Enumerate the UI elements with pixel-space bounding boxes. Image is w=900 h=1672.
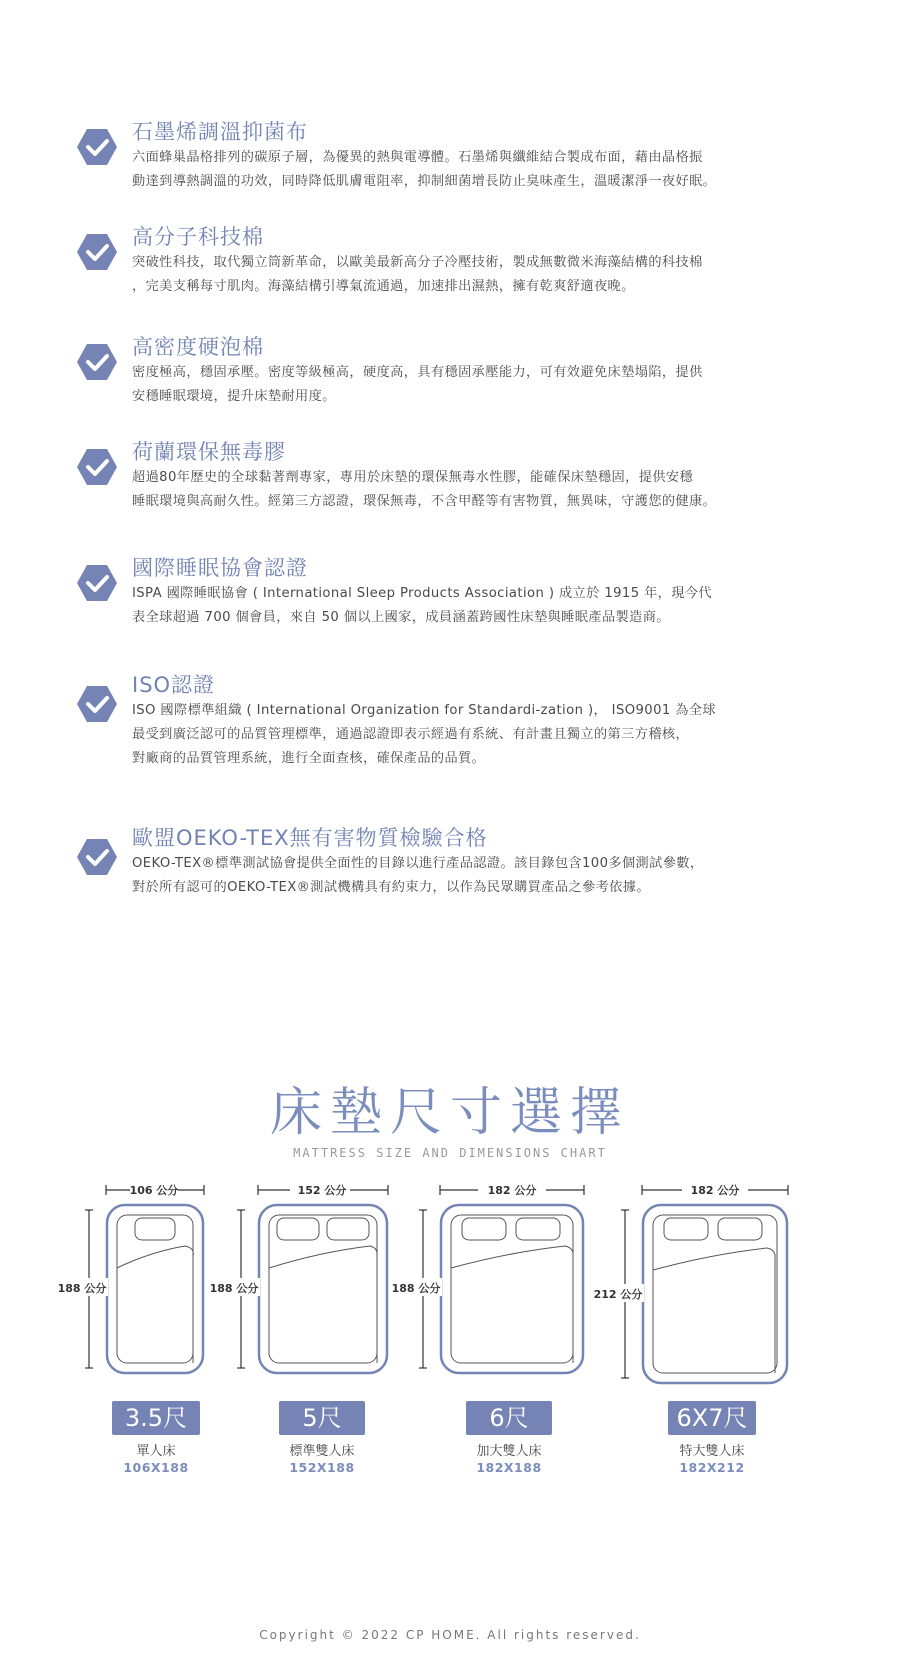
bed-width-label: 106 公分 bbox=[129, 1184, 179, 1197]
bed-length-label: 188 公分 bbox=[209, 1282, 259, 1295]
bed-king bbox=[594, 1183, 788, 1383]
feature-line: ISPA 國際睡眠協會 ( International Sleep Products Association ) 成立於 1915 年，現今代 bbox=[132, 586, 713, 601]
bed-name: 標準雙人床 bbox=[289, 1444, 355, 1459]
feature-line: 六面蜂巢晶格排列的碳原子層，為優異的熱與電導體。石墨烯與纖維結合製成布面，藉由晶格振 bbox=[132, 150, 703, 165]
bed-width-label: 182 公分 bbox=[487, 1184, 537, 1197]
feature-line: 對於所有認可的OEKO-TEX®測試機構具有約束力，以作為民眾購買產品之參考依據。 bbox=[132, 880, 650, 895]
bed-name: 特大雙人床 bbox=[679, 1444, 745, 1459]
feature-description bbox=[132, 146, 842, 194]
check-hexagon-icon bbox=[76, 562, 118, 604]
feature-description bbox=[132, 852, 842, 900]
feature-line: 密度極高，穩固承壓。密度等級極高，硬度高，具有穩固承壓能力，可有效避免床墊塌陷，提供 bbox=[132, 365, 703, 380]
feature-line: 動達到導熱調溫的功效，同時降低肌膚電阻率，抑制細菌增長防止臭味產生，溫暖潔淨一夜好眠。 bbox=[132, 174, 717, 189]
feature-line: 最受到廣泛認可的品質管理標準，通過認證即表示經過有系統、有計畫且獨立的第三方稽核， bbox=[132, 727, 690, 742]
feature-title: 高分子科技棉 bbox=[132, 225, 264, 249]
feature-line: ISO 國際標準組織 ( International Organization for Standardi-zation )， ISO9001 為全球 bbox=[132, 703, 717, 718]
feature-description bbox=[132, 251, 842, 299]
check-hexagon-icon bbox=[76, 836, 118, 878]
feature-line: 安穩睡眠環境，提升床墊耐用度。 bbox=[132, 389, 336, 404]
feature-line: ，完美支稱每寸肌肉。海藻結構引導氣流通過，加速排出濕熱，擁有乾爽舒適夜晚。 bbox=[132, 279, 635, 294]
bed-name: 加大雙人床 bbox=[476, 1444, 542, 1459]
feature-line: 表全球超過 700 個會員，來自 50 個以上國家，成員涵蓋跨國性床墊與睡眠產品製造商。 bbox=[132, 610, 670, 625]
feature-line: 對廠商的品質管理系統，進行全面查核，確保產品的品質。 bbox=[132, 751, 486, 766]
bed-length-label: 212 公分 bbox=[593, 1288, 643, 1301]
check-hexagon-icon bbox=[76, 446, 118, 488]
bed-width-label: 182 公分 bbox=[690, 1184, 740, 1197]
feature-description bbox=[132, 699, 842, 771]
bed-size-badge: 5尺 bbox=[279, 1401, 365, 1435]
copyright-text: Copyright © 2022 CP HOME. All rights reserved. bbox=[259, 1628, 641, 1642]
bed-size-badge: 3.5尺 bbox=[112, 1401, 200, 1435]
check-hexagon-icon bbox=[76, 126, 118, 168]
size-section-subtitle: MATTRESS SIZE AND DIMENSIONS CHART bbox=[293, 1146, 607, 1160]
feature-title: 荷蘭環保無毒膠 bbox=[132, 440, 286, 464]
bed-queen bbox=[392, 1183, 584, 1373]
feature-title: 高密度硬泡棉 bbox=[132, 335, 264, 359]
feature-line: OEKO-TEX®標準測試協會提供全面性的目錄以進行產品認證。該目錄包含100多個測試參數， bbox=[132, 856, 704, 871]
check-hexagon-icon bbox=[76, 683, 118, 725]
feature-description bbox=[132, 361, 842, 409]
feature-title: 歐盟OEKO-TEX無有害物質檢驗合格 bbox=[132, 826, 488, 850]
bed-length-label: 188 公分 bbox=[391, 1282, 441, 1295]
bed-dimensions: 106X188 bbox=[123, 1460, 189, 1475]
feature-line: 超過80年歷史的全球黏著劑專家，專用於床墊的環保無毒水性膠，能確保床墊穩固，提供安穩 bbox=[132, 470, 694, 485]
bed-dimensions: 182X188 bbox=[476, 1460, 542, 1475]
size-section-title: 床墊尺寸選擇 bbox=[269, 1083, 630, 1143]
bed-size-badge: 6尺 bbox=[466, 1401, 552, 1435]
feature-line: 突破性科技，取代獨立筒新革命，以歐美最新高分子冷壓技術，製成無數微米海藻結構的科技棉 bbox=[132, 255, 703, 270]
bed-dimensions: 182X212 bbox=[679, 1460, 745, 1475]
bed-length-label: 188 公分 bbox=[57, 1282, 107, 1295]
feature-title: 石墨烯調溫抑菌布 bbox=[132, 120, 308, 144]
feature-line: 睡眠環境與高耐久性。經第三方認證，環保無毒，不含甲醛等有害物質，無異味，守護您的健康。 bbox=[132, 494, 717, 509]
feature-description bbox=[132, 466, 842, 514]
check-hexagon-icon bbox=[76, 231, 118, 273]
bed-name: 單人床 bbox=[136, 1444, 176, 1459]
bed-dimensions: 152X188 bbox=[289, 1460, 355, 1475]
bed-single bbox=[58, 1183, 204, 1373]
check-hexagon-icon bbox=[76, 341, 118, 383]
bed-size-diagram bbox=[0, 1160, 900, 1440]
bed-standard-double bbox=[210, 1183, 388, 1373]
feature-title: ISO認證 bbox=[132, 673, 216, 697]
feature-description bbox=[132, 582, 842, 630]
bed-width-label: 152 公分 bbox=[297, 1184, 347, 1197]
feature-title: 國際睡眠協會認證 bbox=[132, 556, 308, 580]
bed-size-badge: 6X7尺 bbox=[668, 1401, 756, 1435]
